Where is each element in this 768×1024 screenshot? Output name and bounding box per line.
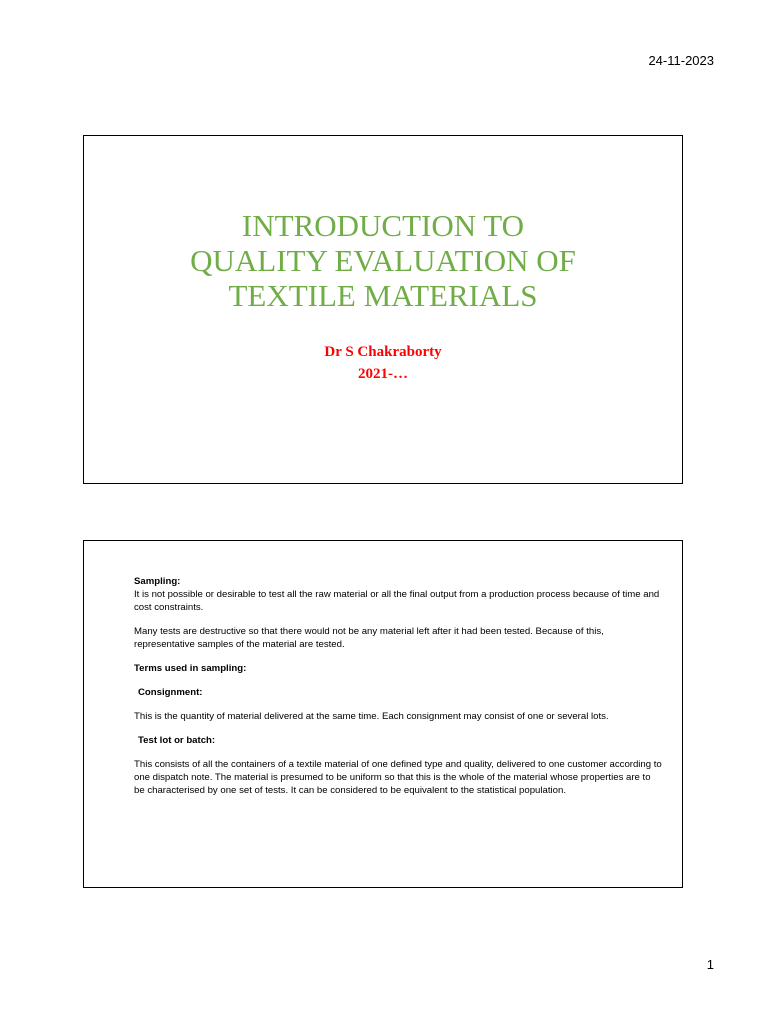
page-number: 1 [706, 957, 714, 972]
slide-title-line-2: QUALITY EVALUATION OF [190, 243, 576, 278]
author-name: Dr S Chakraborty [324, 344, 442, 360]
test-lot-heading: Test lot or batch: [138, 735, 216, 746]
sampling-slide [83, 540, 683, 888]
author-block [84, 341, 682, 385]
consignment-paragraph: This is the quantity of material delivered at the same time. Each consignment may consist of one or several lots. [134, 711, 609, 722]
sampling-paragraph-1: It is not possible or desirable to test all the raw material or all the final output from a production process because of time and cost constraints. [134, 589, 660, 613]
sampling-paragraph-2: Many tests are destructive so that there would not be any material left after it had been tested. Because of this, representative samples of the material are tested. [134, 626, 604, 650]
sampling-content [134, 575, 662, 808]
title-slide [83, 135, 683, 484]
slide-title-line-3: TEXTILE MATERIALS [228, 278, 538, 313]
slide-title-line-1: INTRODUCTION TO [241, 208, 525, 243]
terms-heading: Terms used in sampling: [134, 663, 247, 674]
date-stamp: 24-11-2023 [648, 53, 714, 68]
slide-title [84, 208, 682, 313]
test-lot-paragraph: This consists of all the containers of a textile material of one defined type and quality, delivered to one customer according to one dispatch note. The material is presumed to be uniform so that this is the whole of the material whose properties are to be characterised by one set of tests. It can be considered to be equivalent to the statistical population. [134, 759, 662, 796]
author-year: 2021-… [358, 366, 408, 382]
sampling-heading: Sampling: [134, 576, 181, 587]
consignment-heading: Consignment: [138, 687, 203, 698]
